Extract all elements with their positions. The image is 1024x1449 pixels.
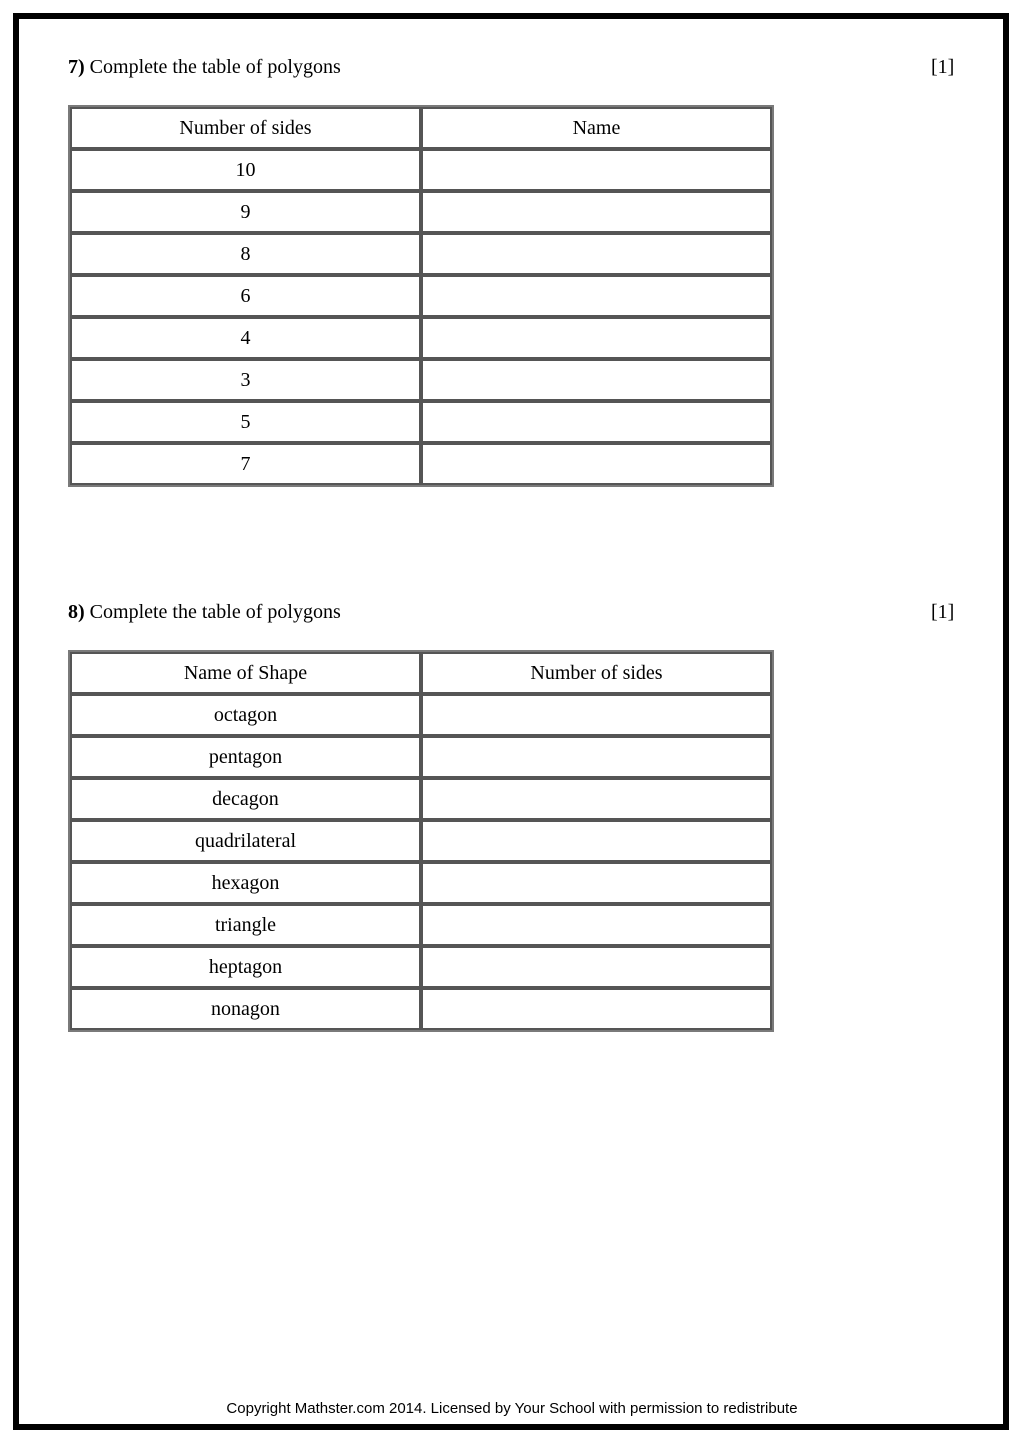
header-name: Name [421, 107, 772, 149]
sides-cell: 4 [70, 317, 421, 359]
question-7-number: 7) [68, 56, 85, 78]
table-row [70, 904, 772, 946]
question-7-title [68, 56, 341, 79]
table-row [70, 778, 772, 820]
table-row [70, 820, 772, 862]
sides-answer-cell[interactable] [421, 694, 772, 736]
sides-answer-cell[interactable] [421, 946, 772, 988]
sides-cell: 8 [70, 233, 421, 275]
question-7-marks: [1] [931, 56, 955, 78]
table-row [70, 946, 772, 988]
name-answer-cell[interactable] [421, 317, 772, 359]
shape-name-cell: quadrilateral [70, 820, 421, 862]
copyright-footer: Copyright Mathster.com 2014. Licensed by Your School with permission to redistribute [226, 1400, 798, 1417]
shape-name-cell: hexagon [70, 862, 421, 904]
question-8-prompt: Complete the table of polygons [89, 601, 341, 623]
shape-name-cell: nonagon [70, 988, 421, 1030]
question-8-marks: [1] [931, 601, 955, 623]
question-8-title [68, 601, 341, 624]
sides-cell: 7 [70, 443, 421, 485]
table-row [70, 359, 772, 401]
sides-cell: 10 [70, 149, 421, 191]
sides-answer-cell[interactable] [421, 778, 772, 820]
name-answer-cell[interactable] [421, 359, 772, 401]
table-row [70, 736, 772, 778]
sides-cell: 6 [70, 275, 421, 317]
name-answer-cell[interactable] [421, 443, 772, 485]
table-row [70, 443, 772, 485]
sides-answer-cell[interactable] [421, 988, 772, 1030]
sides-cell: 3 [70, 359, 421, 401]
shape-name-cell: decagon [70, 778, 421, 820]
table-header-row [70, 107, 772, 149]
question-7-prompt: Complete the table of polygons [89, 56, 341, 78]
table-row [70, 149, 772, 191]
table-row [70, 401, 772, 443]
sides-answer-cell[interactable] [421, 904, 772, 946]
table-row [70, 694, 772, 736]
shape-name-cell: heptagon [70, 946, 421, 988]
header-name-of-shape: Name of Shape [70, 652, 421, 694]
name-answer-cell[interactable] [421, 191, 772, 233]
sides-answer-cell[interactable] [421, 736, 772, 778]
sides-answer-cell[interactable] [421, 820, 772, 862]
name-answer-cell[interactable] [421, 233, 772, 275]
shape-name-cell: pentagon [70, 736, 421, 778]
table-row [70, 988, 772, 1030]
table-row [70, 191, 772, 233]
name-answer-cell[interactable] [421, 149, 772, 191]
sides-cell: 5 [70, 401, 421, 443]
header-number-of-sides: Number of sides [70, 107, 421, 149]
table-row [70, 317, 772, 359]
sides-cell: 9 [70, 191, 421, 233]
table-row [70, 233, 772, 275]
name-answer-cell[interactable] [421, 401, 772, 443]
table-header-row [70, 652, 772, 694]
question-8-number: 8) [68, 601, 85, 623]
name-answer-cell[interactable] [421, 275, 772, 317]
table-row [70, 862, 772, 904]
question-8-table [68, 650, 774, 1032]
shape-name-cell: triangle [70, 904, 421, 946]
sides-answer-cell[interactable] [421, 862, 772, 904]
shape-name-cell: octagon [70, 694, 421, 736]
header-number-of-sides: Number of sides [421, 652, 772, 694]
table-row [70, 275, 772, 317]
question-7-table [68, 105, 774, 487]
